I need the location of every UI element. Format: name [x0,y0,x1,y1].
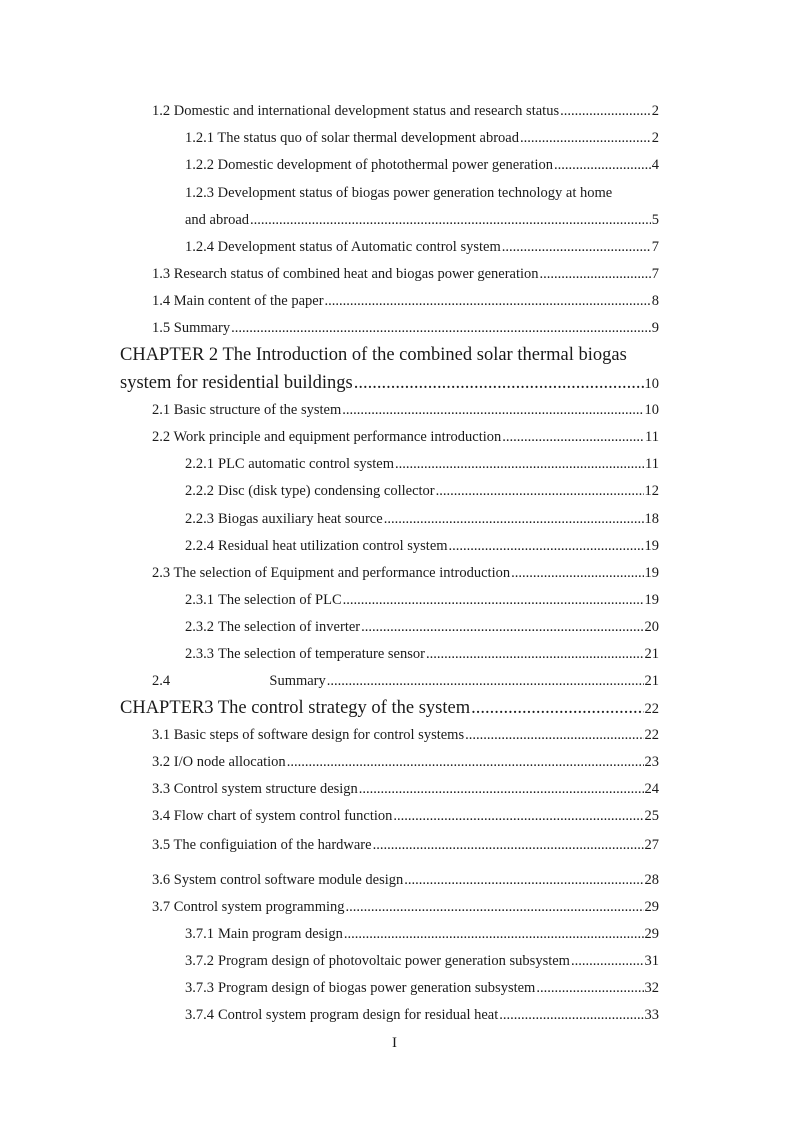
toc-entry-title: 3.6 System control software module design [152,872,404,888]
toc-entry-1-2-1[interactable] [185,128,659,148]
toc-entry-number: 3.7.4 [185,1007,214,1023]
toc-entry-number: 2.2.4 [185,538,214,554]
toc-entry-title: Program design of biogas power generation subsystem [218,980,536,996]
dot-leader [250,210,651,230]
toc-entry-title: PLC automatic control system [218,456,394,472]
toc-entry-page: 11 [645,429,659,445]
dot-leader [436,481,644,501]
toc-entry-1-2[interactable] [152,101,659,121]
toc-entry-page: 9 [651,320,659,336]
toc-entry-3-7-2[interactable] [185,951,659,971]
dot-leader [359,779,644,799]
dot-leader [384,509,644,529]
toc-entry-number: 2.2.2 [185,483,214,499]
dot-leader [343,590,644,610]
toc-entry-page: 19 [644,538,659,554]
toc-entry-page: 27 [644,837,659,853]
toc-entry-3-5[interactable] [152,835,659,855]
toc-entry-1-2-3[interactable] [185,210,659,230]
toc-entry-2-3-2[interactable] [185,617,659,637]
dot-leader [344,924,644,944]
toc-entry-title: Residual heat utilization control system [218,538,448,554]
toc-entry-3-7-1[interactable] [185,924,659,944]
toc-entry-3-1[interactable] [152,725,659,745]
dot-leader [373,835,644,855]
toc-entry-title: Summary [269,673,326,689]
toc-entry-number: 3.7.1 [185,926,214,942]
toc-entry-title: Disc (disk type) condensing collector [218,483,435,499]
toc-entry-page: 18 [644,511,659,527]
toc-entry-title: 1.5 Summary [152,320,231,336]
dot-leader [395,454,644,474]
dot-leader [511,563,643,583]
dot-leader [471,696,643,720]
toc-entry-number: 2.3.3 [185,646,214,662]
toc-entry-title: 1.2.1 The status quo of solar thermal development abroad [185,130,519,146]
toc-entry-3-7[interactable] [152,897,659,917]
toc-entry-3-2[interactable] [152,752,659,772]
toc-entry-3-4[interactable] [152,806,659,826]
toc-entry-page: 10 [644,376,659,392]
toc-entry-title: CHAPTER3 The control strategy of the system [120,698,471,718]
toc-entry-3-6[interactable] [152,870,659,890]
toc-entry-page: 19 [644,592,659,608]
toc-entry-3-7-3[interactable] [185,978,659,998]
dot-leader [554,155,651,175]
toc-entry-2-2-4[interactable] [185,536,659,556]
toc-entry-title: The selection of temperature sensor [218,646,425,662]
toc-entry-title: Program design of photovoltaic power generation subsystem [218,953,570,969]
toc-chapter-2[interactable] [120,371,659,396]
toc-entry-1-3[interactable] [152,264,659,284]
toc-entry-title: system for residential buildings [120,373,353,393]
toc-entry-page: 2 [651,103,659,119]
toc-entry-page: 7 [651,239,659,255]
dot-leader [540,264,651,284]
toc-chapter-3[interactable] [120,696,659,721]
toc-entry-title: 1.3 Research status of combined heat and biogas power generation [152,266,539,282]
toc-entry-title: Main program design [218,926,343,942]
toc-entry-title: The selection of PLC [218,592,342,608]
dot-leader [571,951,644,971]
toc-entry-page: 12 [644,483,659,499]
toc-entry-title: 1.2 Domestic and international development status and research status [152,103,560,119]
toc-entry-page: 4 [651,157,659,173]
toc-entry-title: 3.1 Basic steps of software design for control systems [152,727,465,743]
toc-entry-1-2-3-line1[interactable]: 1.2.3 Development status of biogas power generation technology at home [185,185,613,201]
toc-entry-title: The selection of inverter [218,619,361,635]
toc-entry-page: 22 [644,727,659,743]
toc-entry-number: 3.7.2 [185,953,214,969]
toc-entry-page: 33 [644,1007,659,1023]
dot-leader [325,291,651,311]
toc-entry-title: Biogas auxiliary heat source [218,511,383,527]
toc-entry-page: 32 [644,980,659,996]
toc-entry-page: 8 [651,293,659,309]
dot-leader [426,644,644,664]
toc-entry-2-1[interactable] [152,400,659,420]
dot-leader [499,1005,643,1025]
toc-entry-page: 31 [644,953,659,969]
toc-entry-2-2[interactable] [152,427,659,447]
toc-entry-page: 21 [644,646,659,662]
dot-leader [342,400,643,420]
toc-entry-number: 2.2.3 [185,511,214,527]
toc-entry-number: 2.3.2 [185,619,214,635]
toc-entry-2-4[interactable] [152,671,659,691]
dot-leader [287,752,644,772]
toc-entry-page: 5 [651,212,659,228]
dot-leader [361,617,643,637]
page-number: I [392,1035,397,1051]
toc-entry-number: 2.2.1 [185,456,214,472]
toc-entry-2-3-1[interactable] [185,590,659,610]
toc-entry-page: 29 [644,926,659,942]
dot-leader [449,536,644,556]
dot-leader [465,725,643,745]
toc-entry-title: 3.5 The configuiation of the hardware [152,837,372,853]
toc-entry-title: Control system program design for residual heat [218,1007,499,1023]
toc-entry-title: 1.2.4 Development status of Automatic control system [185,239,501,255]
toc-entry-page: 7 [651,266,659,282]
toc-entry-page: 21 [644,673,659,689]
toc-entry-number: 2.4 [152,673,171,689]
toc-entry-title: 1.2.2 Domestic development of photothermal power generation [185,157,554,173]
toc-entry-page: 29 [644,899,659,915]
toc-chapter-2-line1[interactable]: CHAPTER 2 The Introduction of the combined solar thermal biogas [120,345,627,365]
dot-leader [560,101,651,121]
dot-leader [404,870,643,890]
toc-entry-page: 24 [644,781,659,797]
toc-entry-2-2-2[interactable] [185,481,659,501]
toc-entry-page: 20 [644,619,659,635]
toc-entry-1-2-2[interactable] [185,155,659,175]
toc-entry-1-2-4[interactable] [185,237,659,257]
toc-entry-2-2-3[interactable] [185,509,659,529]
toc-entry-number: 3.7.3 [185,980,214,996]
toc-entry-page: 19 [644,565,659,581]
dot-leader [393,806,643,826]
toc-entry-title: 3.2 I/O node allocation [152,754,286,770]
toc-entry-number: 2.3.1 [185,592,214,608]
toc-entry-title: 2.2 Work principle and equipment performance introduction [152,429,502,445]
toc-entry-1-5[interactable] [152,318,659,338]
toc-entry-page: 25 [644,808,659,824]
toc-entry-title: 2.3 The selection of Equipment and performance introduction [152,565,511,581]
toc-entry-title: 3.3 Control system structure design [152,781,358,797]
toc-entry-page: 22 [644,701,659,717]
dot-leader [502,427,644,447]
dot-leader [520,128,651,148]
toc-entry-1-4[interactable] [152,291,659,311]
toc-entry-title: and abroad [185,212,250,228]
dot-leader [231,318,651,338]
toc-entry-2-3[interactable] [152,563,659,583]
toc-entry-title: 3.7 Control system programming [152,899,345,915]
toc-entry-page: 2 [651,130,659,146]
toc-entry-page: 11 [645,456,659,472]
toc-entry-title: 2.1 Basic structure of the system [152,402,342,418]
dot-leader [502,237,651,257]
toc-entry-2-3-3[interactable] [185,644,659,664]
dot-leader [536,978,643,998]
toc-entry-3-7-4[interactable] [185,1005,659,1025]
toc-entry-3-3[interactable] [152,779,659,799]
toc-entry-2-2-1[interactable] [185,454,659,474]
toc-entry-title: 3.4 Flow chart of system control function [152,808,393,824]
dot-leader [327,671,644,691]
toc-entry-page: 23 [644,754,659,770]
toc-entry-page: 10 [644,402,659,418]
toc-entry-title: 1.4 Main content of the paper [152,293,324,309]
dot-leader [354,371,644,395]
dot-leader [346,897,644,917]
toc-entry-page: 28 [644,872,659,888]
